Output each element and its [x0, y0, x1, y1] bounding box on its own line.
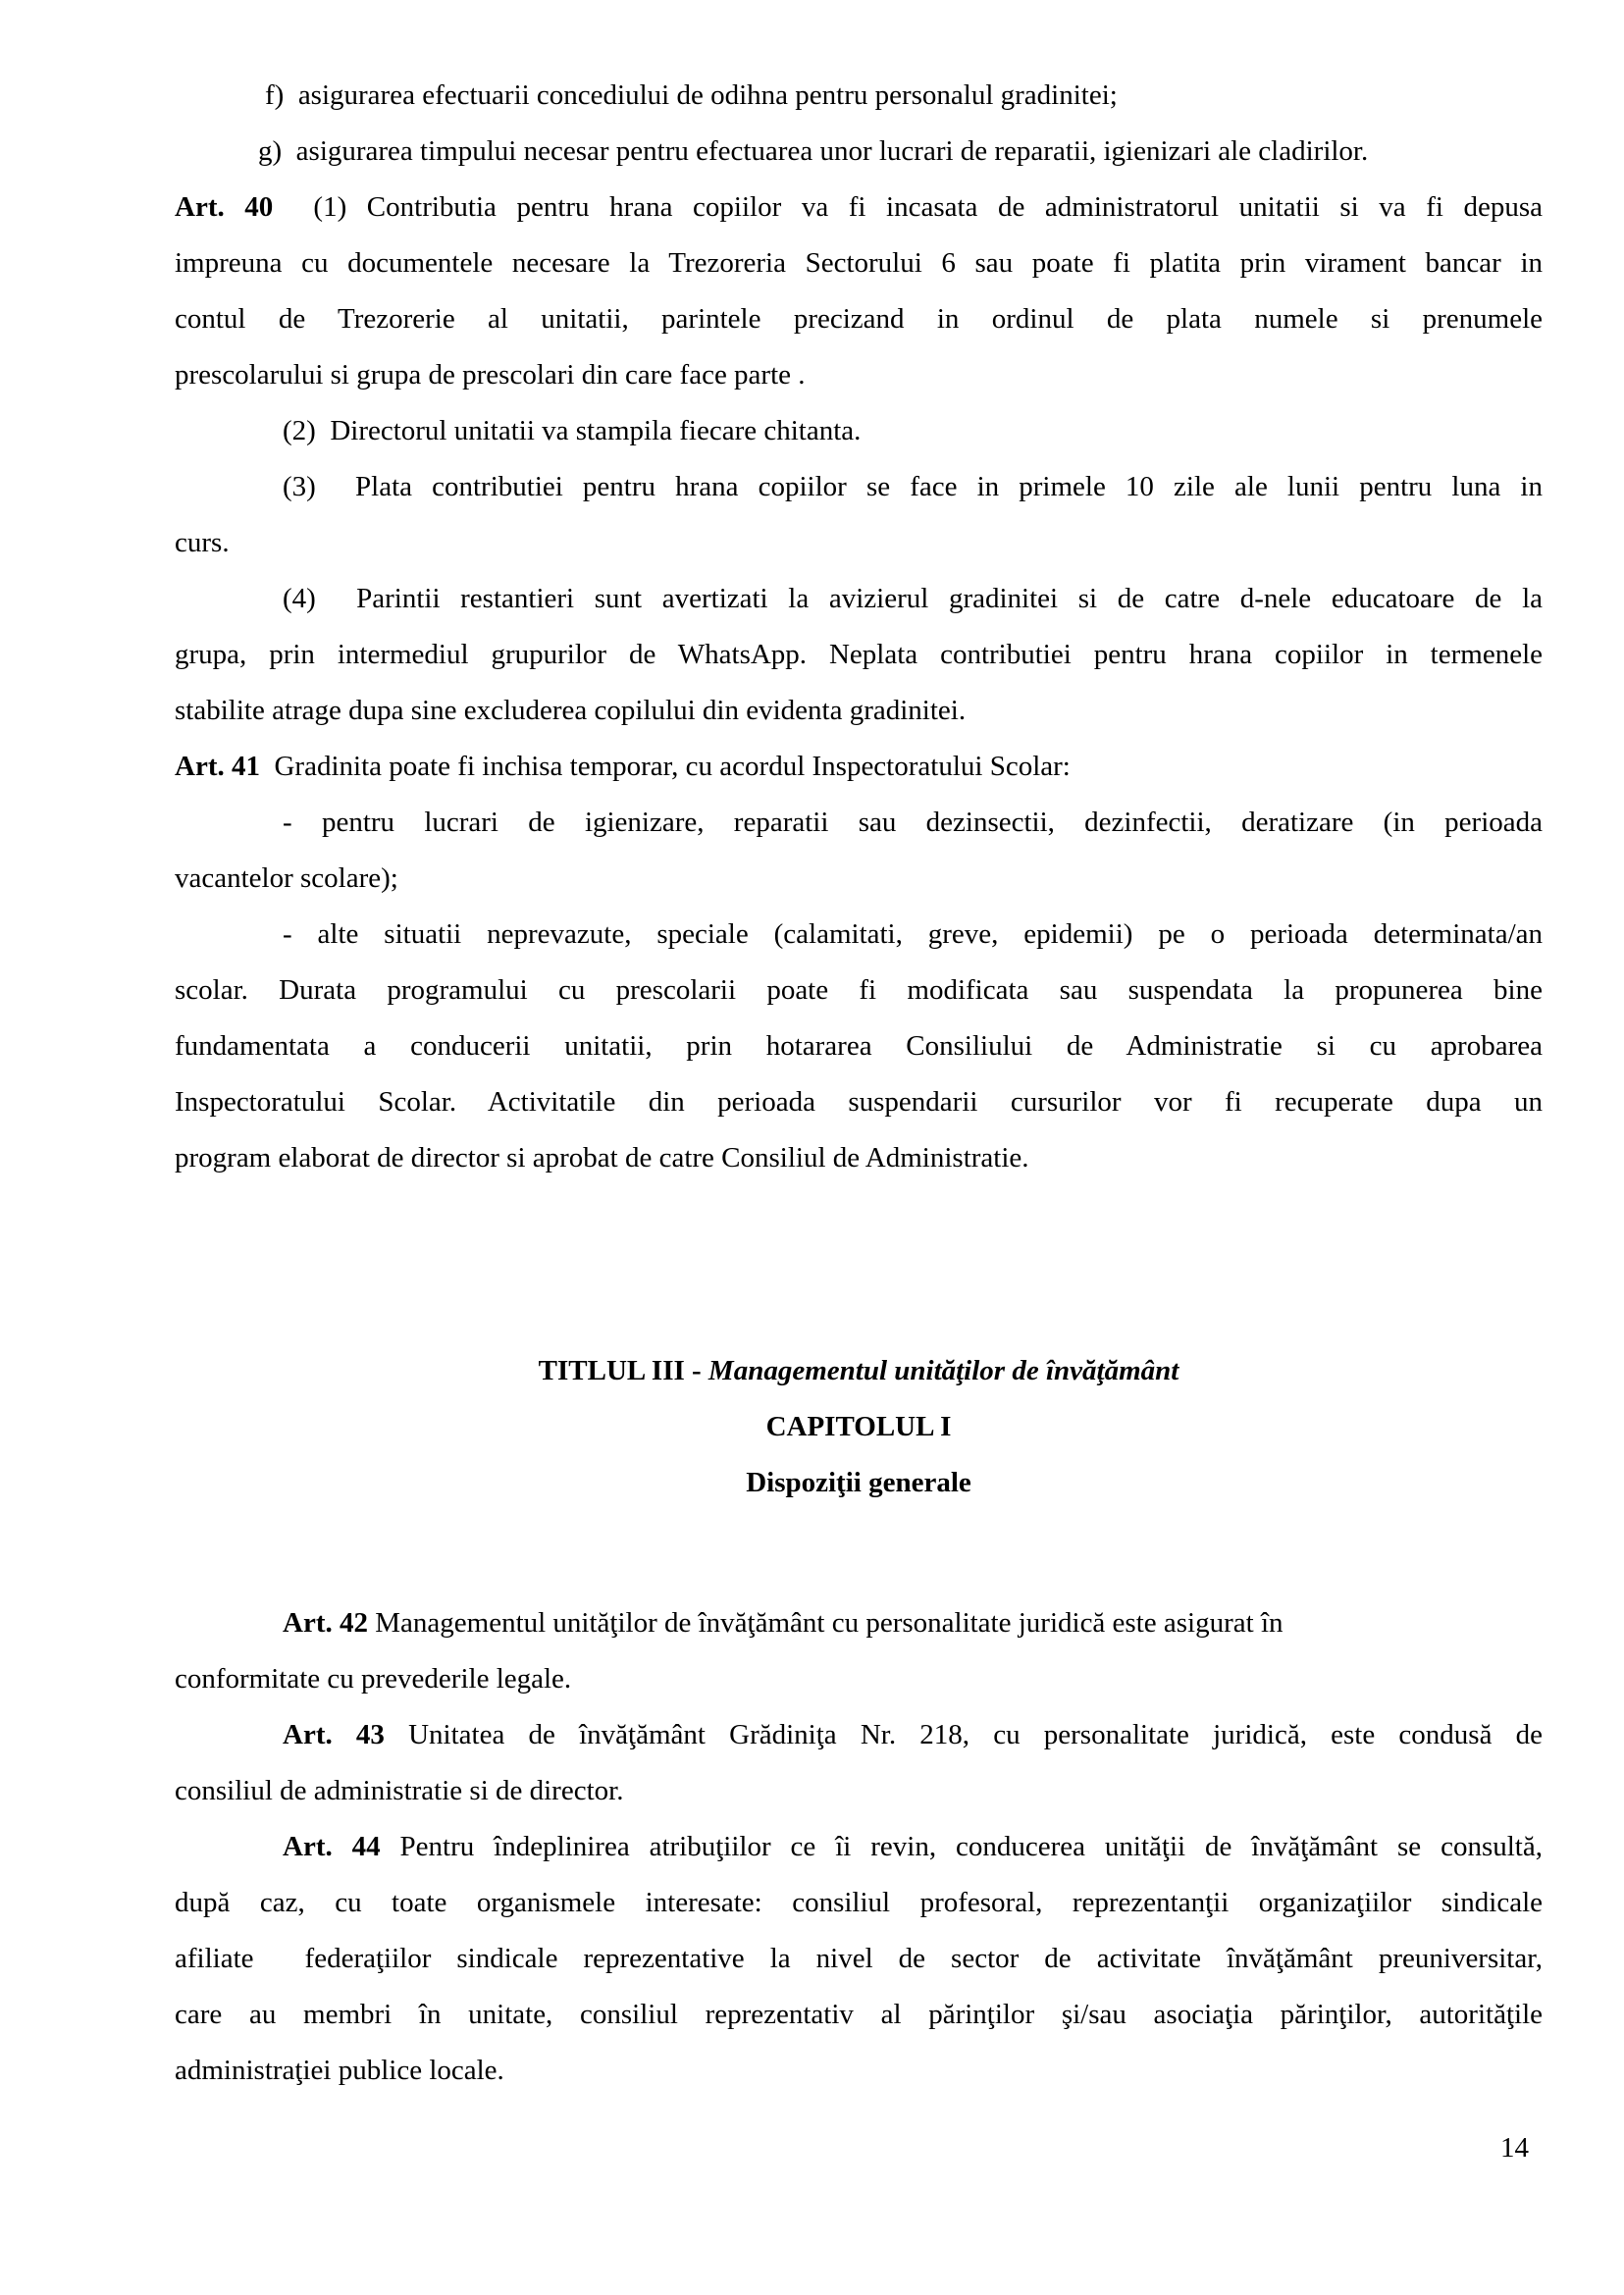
bold-text-run: Managementul unităţilor de învăţământ — [707, 1355, 1179, 1386]
article-44-line-2 — [175, 1875, 1543, 1931]
article-41-line-1 — [175, 739, 1543, 795]
article-40-par-2 — [175, 403, 1543, 459]
dispozitii-generale-heading — [175, 1455, 1543, 1511]
article-43-line-2 — [175, 1763, 1543, 1819]
text-run: program elaborat de director si aprobat de catre Consiliul de Administratie. — [175, 1142, 1029, 1174]
bold-text-run: Dispoziţii generale — [746, 1467, 971, 1498]
section-gap — [175, 1186, 1543, 1343]
text-run: conformitate cu prevederile legale. — [175, 1663, 572, 1695]
bold-text-run: CAPITOLUL I — [765, 1411, 952, 1442]
article-44-line-1 — [175, 1819, 1543, 1875]
article-40-par-3-line-2 — [175, 515, 1543, 571]
text-run: (3) Plata contributiei pentru hrana copiilor se face in primele 10 zile ale lunii pentru luna in — [283, 471, 1543, 502]
text-run: contul de Trezorerie al unitatii, parintele precizand in ordinul de plata numele si prenumele — [175, 303, 1543, 335]
article-44-line-3 — [175, 1931, 1543, 1987]
text-run: administraţiei publice locale. — [175, 2055, 504, 2086]
bold-text-run: Art. 44 — [283, 1831, 381, 1862]
text-run: consiliul de administratie si de director. — [175, 1775, 624, 1806]
article-41-dash-2-line-4 — [175, 1074, 1543, 1130]
text-run: prescolarului si grupa de prescolari din care face parte . — [175, 359, 806, 391]
bold-text-run: TITLUL III - — [538, 1355, 708, 1386]
text-run: (4) Parintii restantieri sunt avertizati la avizierul gradinitei si de catre d-nele educatoare de la — [283, 583, 1543, 614]
text-run: grupa, prin intermediul grupurilor de WhatsApp. Neplata contributiei pentru hrana copiilor in termenele — [175, 639, 1543, 670]
article-41-dash-1-line-2 — [175, 851, 1543, 907]
text-run: scolar. Durata programului cu prescolarii poate fi modificata sau suspendata la propunerea bine — [175, 974, 1543, 1006]
article-40-line-1 — [175, 180, 1543, 235]
article-43-line-1 — [175, 1707, 1543, 1763]
article-40-line-2 — [175, 235, 1543, 291]
text-run: fundamentata a conducerii unitatii, prin hotararea Consiliului de Administratie si cu aprobarea — [175, 1030, 1543, 1062]
article-40-par-4-line-3 — [175, 683, 1543, 739]
title-iii-heading — [175, 1343, 1543, 1399]
article-41-dash-2-line-2 — [175, 963, 1543, 1018]
article-41-dash-2-line-1 — [175, 907, 1543, 963]
text-run: stabilite atrage dupa sine excluderea copilului din evidenta gradinitei. — [175, 695, 967, 726]
text-run: care au membri în unitate, consiliul reprezentativ al părinţilor şi/sau asociaţia părinţilor, autorităţile — [175, 1999, 1543, 2030]
article-40-par-4-line-2 — [175, 627, 1543, 683]
article-42-line-1 — [175, 1595, 1543, 1651]
article-44-line-4 — [175, 1987, 1543, 2043]
article-44-line-5 — [175, 2043, 1543, 2099]
text-run: g) asigurarea timpului necesar pentru efectuarea unor lucrari de reparatii, igienizari ale cladirilor. — [258, 135, 1369, 167]
text-run: impreuna cu documentele necesare la Trezoreria Sectorului 6 sau poate fi platita prin virament bancar in — [175, 247, 1543, 279]
list-item-f — [175, 68, 1543, 124]
text-run: - pentru lucrari de igienizare, reparatii sau dezinsectii, dezinfectii, deratizare (in perioada — [283, 807, 1543, 838]
text-run: Gradinita poate fi inchisa temporar, cu acordul Inspectoratului Scolar: — [259, 751, 1071, 782]
bold-text-run: Art. 42 — [283, 1607, 368, 1639]
bold-text-run: Art. 43 — [283, 1719, 385, 1750]
text-run: afiliate federaţiilor sindicale reprezentative la nivel de sector de activitate învăţământ preuniversitar, — [175, 1943, 1543, 1974]
article-41-dash-1-line-1 — [175, 795, 1543, 851]
article-42-line-2 — [175, 1651, 1543, 1707]
bold-text-run: Art. 40 — [175, 191, 274, 223]
text-run: - alte situatii neprevazute, speciale (calamitati, greve, epidemii) pe o perioada determinata/an — [283, 918, 1543, 950]
document-text-flow — [175, 68, 1543, 2099]
text-run: după caz, cu toate organismele interesate: consiliul profesoral, reprezentanţii organizaţiilor sindicale — [175, 1887, 1543, 1918]
text-run: Unitatea de învăţământ Grădiniţa Nr. 218, cu personalitate juridică, este condusă de — [384, 1719, 1543, 1750]
page-number: 14 — [1500, 2132, 1529, 2164]
text-run: (1) Contributia pentru hrana copiilor va fi incasata de administratorul unitatii si va fi depusa — [273, 191, 1543, 223]
article-40-line-3 — [175, 291, 1543, 347]
text-run: vacantelor scolare); — [175, 862, 398, 894]
article-41-dash-2-line-5 — [175, 1130, 1543, 1186]
text-run: (2) Directorul unitatii va stampila fiecare chitanta. — [283, 415, 862, 446]
bold-text-run: Art. 41 — [175, 751, 260, 782]
text-run: curs. — [175, 527, 230, 558]
text-run: Pentru îndeplinirea atribuţiilor ce îi revin, conducerea unităţii de învăţământ se consultă, — [380, 1831, 1543, 1862]
text-run: f) asigurarea efectuarii concediului de odihna pentru personalul gradinitei; — [265, 79, 1118, 111]
text-run: Managementul unităţilor de învăţământ cu personalitate juridică este asigurat în — [367, 1607, 1283, 1639]
article-41-dash-2-line-3 — [175, 1018, 1543, 1074]
article-40-par-4-line-1 — [175, 571, 1543, 627]
text-run: Inspectoratului Scolar. Activitatile din perioada suspendarii cursurilor vor fi recuperate dupa un — [175, 1086, 1543, 1118]
article-40-par-3-line-1 — [175, 459, 1543, 515]
article-40-line-4 — [175, 347, 1543, 403]
heading-gap — [175, 1511, 1543, 1595]
list-item-g — [175, 124, 1543, 180]
chapter-i-heading — [175, 1399, 1543, 1455]
